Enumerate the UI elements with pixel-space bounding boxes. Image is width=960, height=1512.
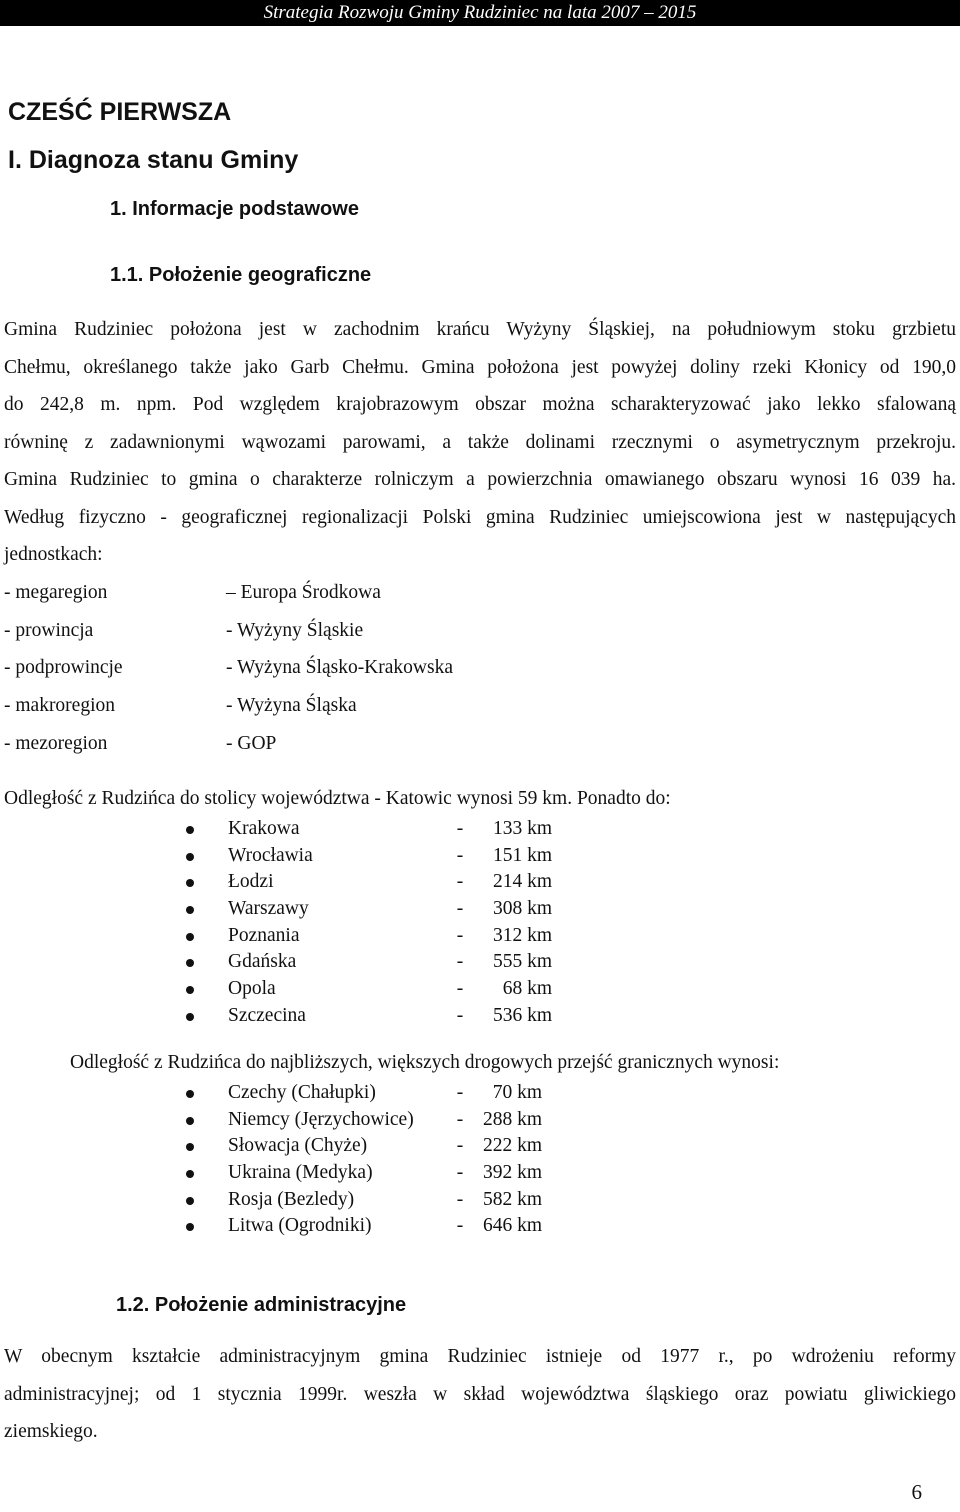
list-item xyxy=(186,1187,542,1214)
dash: - xyxy=(456,924,464,946)
city-name: Krakowa xyxy=(228,818,300,839)
distance-value: 151 km xyxy=(492,844,552,866)
list-item xyxy=(186,869,552,896)
list-item xyxy=(186,1107,542,1134)
distance-value: 536 km xyxy=(492,1004,552,1026)
unit-name: - Wyżyna Śląsko-Krakowska xyxy=(226,657,453,679)
administration-paragraph xyxy=(4,1338,956,1451)
bullet-icon xyxy=(186,986,194,994)
section-title: 1. Informacje podstawowe xyxy=(110,198,359,220)
unit-level: - makroregion xyxy=(4,695,116,717)
border-crossings-list xyxy=(186,1080,542,1240)
dash: - xyxy=(456,1162,464,1184)
paragraph-line: Według fizyczno - geograficznej regionalizacji Polski gmina Rudziniec umiejscowiona jest w następujących xyxy=(4,506,956,528)
paragraph-line: Gmina Rudziniec położona jest w zachodnim krańcu Wyżyny Śląskiej, na południowym stoku grzbietu xyxy=(4,319,956,340)
unit-level: - podprowincje xyxy=(4,657,123,679)
list-item xyxy=(186,949,552,976)
city-name: Wrocławia xyxy=(228,844,313,866)
border-crossings-intro: Odległość z Rudzińca do najbliższych, większych drogowych przejść granicznych wynosi: xyxy=(70,1052,780,1073)
unit-name: - GOP xyxy=(226,732,277,754)
list-item xyxy=(186,1213,542,1240)
dash: - xyxy=(456,844,464,866)
bullet-icon xyxy=(186,826,194,834)
bullet-icon xyxy=(186,1013,194,1021)
page-number: 6 xyxy=(911,1480,922,1504)
subsection-title-geography: 1.1. Położenie geograficzne xyxy=(110,264,372,286)
distance-value: 308 km xyxy=(492,898,552,920)
bullet-icon xyxy=(186,959,194,967)
bullet-icon xyxy=(186,1117,194,1125)
bullet-icon xyxy=(186,933,194,941)
list-item xyxy=(186,976,552,1003)
dash: - xyxy=(456,1188,464,1210)
dash: - xyxy=(456,1135,464,1157)
city-name: Poznania xyxy=(228,924,300,946)
distance-value: 312 km xyxy=(492,924,552,946)
crossing-name: Czechy (Chałupki) xyxy=(228,1082,376,1103)
chapter-title: I. Diagnoza stanu Gminy xyxy=(8,146,299,174)
crossing-name: Ukraina (Medyka) xyxy=(228,1162,373,1184)
running-header: Strategia Rozwoju Gminy Rudziniec na lata 2007 – 2015 xyxy=(0,0,960,26)
list-item xyxy=(186,816,552,843)
dash: - xyxy=(456,1004,464,1026)
dash: - xyxy=(456,978,464,1000)
list-item xyxy=(186,923,552,950)
list-item xyxy=(186,1003,552,1030)
paragraph-line: do 242,8 m. npm. Pod względem krajobrazowym obszar można scharakteryzować jako lekko sfalowaną xyxy=(4,394,956,415)
paragraph-line: Chełmu, określanego także jako Garb Chełmu. Gmina położona jest powyżej doliny rzeki Kłonicy od 190,0 xyxy=(4,356,956,378)
city-name: Warszawy xyxy=(228,898,309,920)
list-item xyxy=(186,1160,542,1187)
list-item xyxy=(186,843,552,870)
city-name: Szczecina xyxy=(228,1004,306,1026)
geography-paragraph xyxy=(4,311,956,574)
subsection-title-administration: 1.2. Położenie administracyjne xyxy=(116,1294,407,1316)
crossing-name: Niemcy (Jęrzychowice) xyxy=(228,1108,414,1130)
city-name: Gdańska xyxy=(228,951,297,973)
crossing-name: Litwa (Ogrodniki) xyxy=(228,1215,372,1237)
distance-value: 288 km xyxy=(482,1108,542,1130)
bullet-icon xyxy=(186,853,194,861)
dash: - xyxy=(456,818,464,839)
paragraph-line: równinę z zadawnionymi wąwozami parowami, a także dolinami rzecznymi o asymetrycznym przekroju. xyxy=(4,431,956,453)
dash: - xyxy=(456,1215,464,1237)
dash: - xyxy=(456,871,464,893)
distances-intro: Odległość z Rudzińca do stolicy województwa - Katowic wynosi 59 km. Ponadto do: xyxy=(4,788,671,809)
unit-level: - megaregion xyxy=(4,582,108,603)
bullet-icon xyxy=(186,1090,194,1098)
paragraph-line: Gmina Rudziniec to gmina o charakterze rolniczym a powierzchnia omawianego obszaru wynosi 16 039 ha. xyxy=(4,469,956,490)
crossing-name: Słowacja (Chyże) xyxy=(228,1135,368,1157)
crossing-name: Rosja (Bezledy) xyxy=(228,1188,355,1210)
distance-value: 70 km xyxy=(492,1082,542,1103)
paragraph-line: ziemskiego. xyxy=(4,1421,98,1442)
distance-value: 133 km xyxy=(492,818,552,839)
dash: - xyxy=(456,898,464,920)
paragraph-line: jednostkach: xyxy=(4,544,103,565)
bullet-icon xyxy=(186,1197,194,1205)
paragraph-line: administracyjnej; od 1 stycznia 1999r. weszła w skład województwa śląskiego oraz powiatu gliwickiego xyxy=(4,1383,956,1405)
city-distances-list xyxy=(186,816,552,1030)
list-item xyxy=(186,896,552,923)
city-name: Opola xyxy=(228,978,276,1000)
list-item xyxy=(186,1080,542,1107)
distance-value: 582 km xyxy=(482,1188,542,1210)
dash: - xyxy=(456,1082,464,1103)
city-name: Łodzi xyxy=(228,871,274,893)
distance-value: 214 km xyxy=(492,871,552,893)
list-item xyxy=(186,1133,542,1160)
bullet-icon xyxy=(186,1170,194,1178)
part-title: CZEŚĆ PIERWSZA xyxy=(8,98,232,126)
distance-value: 646 km xyxy=(482,1215,542,1237)
paragraph-line: W obecnym kształcie administracyjnym gmina Rudziniec istnieje od 1977 r., po wdrożeniu reformy xyxy=(4,1346,956,1367)
dash: - xyxy=(456,1108,464,1130)
unit-name: - Wyżyny Śląskie xyxy=(226,619,364,641)
bullet-icon xyxy=(186,879,194,887)
distance-value: 222 km xyxy=(482,1135,542,1157)
distance-value: 68 km xyxy=(502,978,552,1000)
distance-value: 555 km xyxy=(492,951,552,973)
bullet-icon xyxy=(186,1143,194,1151)
unit-name: - Wyżyna Śląska xyxy=(226,695,357,717)
bullet-icon xyxy=(186,906,194,914)
bullet-icon xyxy=(186,1223,194,1231)
unit-level: - mezoregion xyxy=(4,732,108,754)
unit-name: – Europa Środkowa xyxy=(226,582,381,603)
unit-level: - prowincja xyxy=(4,619,94,641)
dash: - xyxy=(456,951,464,973)
distance-value: 392 km xyxy=(482,1162,542,1184)
